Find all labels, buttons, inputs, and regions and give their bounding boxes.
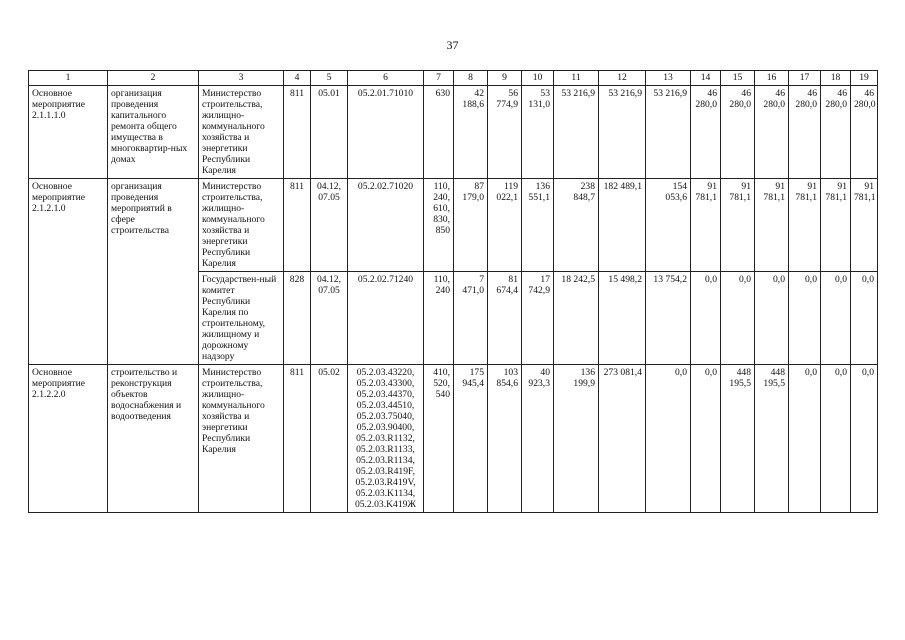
header-cell: 15 (721, 71, 755, 86)
activity-cell: Основное мероприятие 2.1.2.1.0 (29, 179, 108, 365)
header-cell: 19 (851, 71, 878, 86)
target-article-cell: 05.2.03.43220, 05.2.03.43300, 05.2.03.44370, 05.2.03.44510, 05.2.03.75040, 05.2.03.90400, 05.2.03.R1132, 05.2.03.R1133, 05.2.03.R1134, 05.2.03.R419F, 05.2.03.R419V, 05.2.03.K1134, 05.2.03.K419Ж (348, 365, 424, 513)
value-cell: 46 280,0 (789, 86, 821, 179)
value-cell: 0,0 (851, 365, 878, 513)
header-cell: 5 (311, 71, 348, 86)
value-cell: 0,0 (789, 365, 821, 513)
value-cell: 175 945,4 (454, 365, 488, 513)
page-number: 37 (446, 38, 459, 52)
expense-type-cell: 110, 240, 610, 830, 850 (424, 179, 454, 272)
value-cell: 17 742,9 (522, 272, 554, 365)
value-cell: 91 781,1 (821, 179, 851, 272)
expense-type-cell: 110, 240 (424, 272, 454, 365)
value-cell: 273 081,4 (599, 365, 646, 513)
value-cell: 53 216,9 (554, 86, 599, 179)
section-cell: 04.12, 07.05 (311, 179, 348, 272)
target-article-cell: 05.2.01.71010 (348, 86, 424, 179)
value-cell: 87 179,0 (454, 179, 488, 272)
executor-cell: Государствен-ный комитет Республики Карелия по строительному, жилищному и дорожному надзору (199, 272, 284, 365)
value-cell: 0,0 (755, 272, 789, 365)
section-cell: 04.12, 07.05 (311, 272, 348, 365)
value-cell: 46 280,0 (755, 86, 789, 179)
target-article-cell: 05.2.02.71240 (348, 272, 424, 365)
budget-table (28, 70, 878, 513)
description-cell: организация проведения мероприятий в сфере строительства (108, 179, 199, 365)
value-cell: 91 781,1 (755, 179, 789, 272)
header-cell: 14 (691, 71, 721, 86)
header-cell: 7 (424, 71, 454, 86)
table-row (29, 179, 878, 272)
value-cell: 91 781,1 (851, 179, 878, 272)
header-cell: 3 (199, 71, 284, 86)
value-cell: 46 280,0 (851, 86, 878, 179)
value-cell: 56 774,9 (488, 86, 522, 179)
table-row (29, 365, 878, 513)
value-cell: 46 280,0 (721, 86, 755, 179)
value-cell: 46 280,0 (691, 86, 721, 179)
value-cell: 0,0 (721, 272, 755, 365)
executor-cell: Министерство строительства, жилищно-коммунального хозяйства и энергетики Республики Карелия (199, 179, 284, 272)
value-cell: 448 195,5 (755, 365, 789, 513)
header-cell: 12 (599, 71, 646, 86)
header-cell: 4 (284, 71, 311, 86)
value-cell: 91 781,1 (721, 179, 755, 272)
executor-cell: Министерство строительства, жилищно-коммунального хозяйства и энергетики Республики Карелия (199, 86, 284, 179)
value-cell: 81 674,4 (488, 272, 522, 365)
section-cell: 05.01 (311, 86, 348, 179)
value-cell: 0,0 (821, 272, 851, 365)
value-cell: 7 471,0 (454, 272, 488, 365)
value-cell: 238 848,7 (554, 179, 599, 272)
header-cell: 17 (789, 71, 821, 86)
section-cell: 05.02 (311, 365, 348, 513)
header-cell: 1 (29, 71, 108, 86)
header-cell: 11 (554, 71, 599, 86)
activity-cell: Основное мероприятие 2.1.1.1.0 (29, 86, 108, 179)
value-cell: 0,0 (821, 365, 851, 513)
header-cell: 18 (821, 71, 851, 86)
activity-cell: Основное мероприятие 2.1.2.2.0 (29, 365, 108, 513)
value-cell: 91 781,1 (691, 179, 721, 272)
header-cell: 8 (454, 71, 488, 86)
table-row (29, 86, 878, 179)
executor-cell: Министерство строительства, жилищно-коммунального хозяйства и энергетики Республики Карелия (199, 365, 284, 513)
value-cell: 136 199,9 (554, 365, 599, 513)
value-cell: 119 022,1 (488, 179, 522, 272)
expense-type-cell: 410, 520, 540 (424, 365, 454, 513)
value-cell: 18 242,5 (554, 272, 599, 365)
description-cell: строительство и реконструкция объектов водоснабжения и водоотведения (108, 365, 199, 513)
code-cell: 828 (284, 272, 311, 365)
value-cell: 53 131,0 (522, 86, 554, 179)
value-cell: 40 923,3 (522, 365, 554, 513)
code-cell: 811 (284, 179, 311, 272)
value-cell: 154 053,6 (646, 179, 691, 272)
header-cell: 10 (522, 71, 554, 86)
value-cell: 91 781,1 (789, 179, 821, 272)
value-cell: 0,0 (789, 272, 821, 365)
code-cell: 811 (284, 86, 311, 179)
value-cell: 103 854,6 (488, 365, 522, 513)
value-cell: 0,0 (851, 272, 878, 365)
description-cell: организация проведения капитального ремонта общего имущества в многоквартир-ных домах (108, 86, 199, 179)
target-article-cell: 05.2.02.71020 (348, 179, 424, 272)
value-cell: 15 498,2 (599, 272, 646, 365)
value-cell: 448 195,5 (721, 365, 755, 513)
value-cell: 53 216,9 (646, 86, 691, 179)
header-cell: 6 (348, 71, 424, 86)
value-cell: 0,0 (691, 365, 721, 513)
value-cell: 46 280,0 (821, 86, 851, 179)
value-cell: 0,0 (646, 365, 691, 513)
value-cell: 136 551,1 (522, 179, 554, 272)
value-cell: 13 754,2 (646, 272, 691, 365)
value-cell: 53 216,9 (599, 86, 646, 179)
expense-type-cell: 630 (424, 86, 454, 179)
header-cell: 9 (488, 71, 522, 86)
value-cell: 42 188,6 (454, 86, 488, 179)
value-cell: 182 489,1 (599, 179, 646, 272)
header-row (29, 71, 878, 86)
header-cell: 2 (108, 71, 199, 86)
value-cell: 0,0 (691, 272, 721, 365)
header-cell: 16 (755, 71, 789, 86)
code-cell: 811 (284, 365, 311, 513)
header-cell: 13 (646, 71, 691, 86)
